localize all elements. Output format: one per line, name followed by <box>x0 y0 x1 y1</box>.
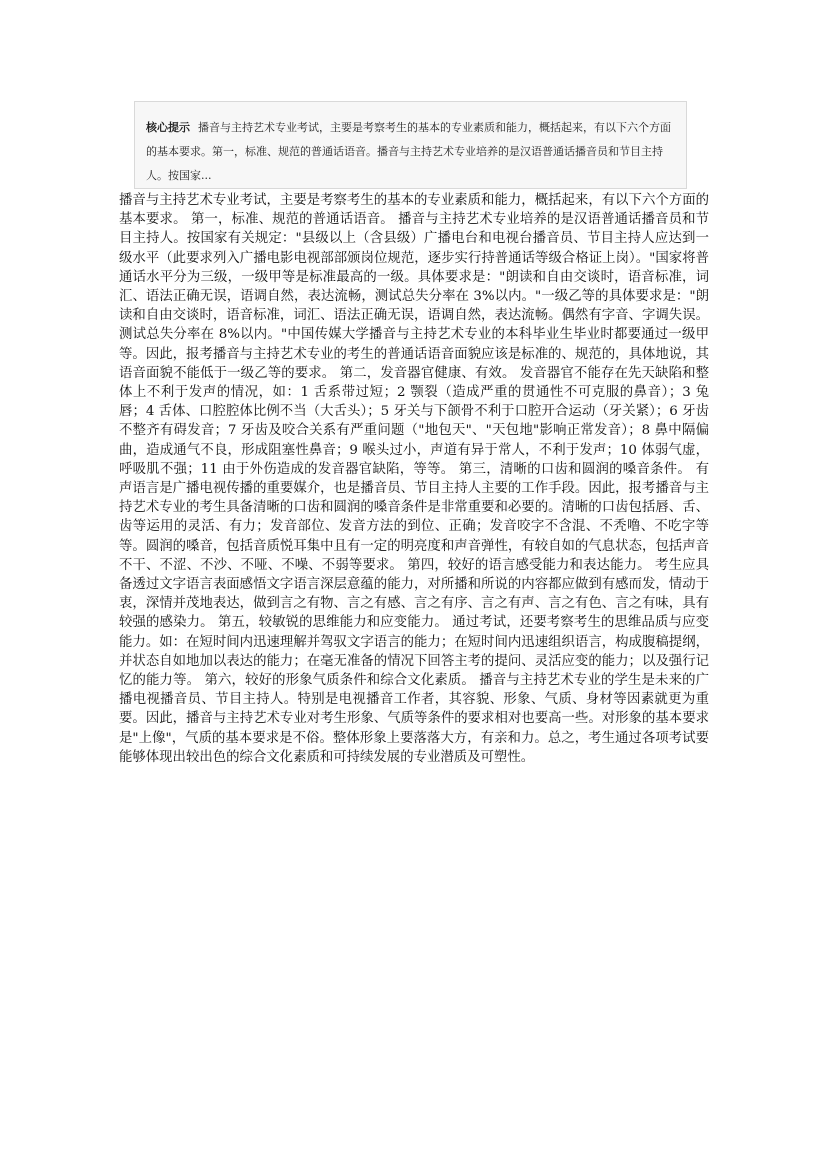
summary-label: 核心提示 <box>146 121 190 134</box>
summary-text: 播音与主持艺术专业考试，主要是考察考生的基本的专业素质和能力，概括起来，有以下六个方面的基本要求。第一，标准、规范的普通话语音。播音与主持艺术专业培养的是汉语普通话播音员和节目主持人。按国家... <box>146 121 671 182</box>
article-body: 播音与主持艺术专业考试，主要是考察考生的基本的专业素质和能力，概括起来，有以下六个方面的基本要求。 第一，标准、规范的普通话语音。 播音与主持艺术专业培养的是汉语普通话播音员和节目主持人。按国家有关规定："县级以上（含县级）广播电台和电视台播音员、节目主持人应达到一级水平（此要求列入广播电影电视部部颁岗位规范，逐步实行持普通话等级合格证上岗）。"国家将普通话水平分为三级，一级甲等是标准最高的一级。具体要求是："朗读和自由交谈时，语音标准，词汇、语法正确无误，语调自然，表达流畅，测试总失分率在 3%以内。"一级乙等的具体要求是："朗读和自由交谈时，语音标准，词汇、语法正确无误，语调自然，表达流畅。偶然有字音、字调失误。测试总失分率在 8%以内。"中国传媒大学播音与主持艺术专业的本科毕业生毕业时都要通过一级甲等。因此，报考播音与主持艺术专业的考生的普通话语音面貌应该是标准的、规范的，具体地说，其语音面貌不能低于一级乙等的要求。 第二，发音器官健康、有效。 发音器官不能存在先天缺陷和整体上不利于发声的情况，如：1 舌系带过短；2 颚裂（造成严重的贯通性不可克服的鼻音）；3 兔唇；4 舌体、口腔腔体比例不当（大舌头）；5 牙关与下颌骨不利于口腔开合运动（牙关紧）；6 牙齿不整齐有碍发音；7 牙齿及咬合关系有严重问题（"地包天"、"天包地"影响正常发音）；8 鼻中隔偏曲，造成通气不良，形成阻塞性鼻音；9 喉头过小，声道有异于常人，不利于发声；10 体弱气虚，呼吸肌不强；11 由于外伤造成的发音器官缺陷，等等。 第三，清晰的口齿和圆润的嗓音条件。 有声语言是广播电视传播的重要媒介，也是播音员、节目主持人主要的工作手段。因此，报考播音与主持艺术专业的考生具备清晰的口齿和圆润的嗓音条件是非常重要和必要的。清晰的口齿包括唇、舌、齿等运用的灵活、有力；发音部位、发音方法的到位、正确；发音咬字不含混、不秃噜、不吃字等等。圆润的嗓音，包括音质悦耳集中且有一定的明亮度和声音弹性，有较自如的气息状态，包括声音不干、不涩、不沙、不哑、不噪、不弱等要求。 第四，较好的语言感受能力和表达能力。 考生应具备透过文字语言表面感悟文字语言深层意蕴的能力，对所播和所说的内容都应做到有感而发，情动于衷，深情并茂地表达，做到言之有物、言之有感、言之有序、言之有声、言之有色、言之有味，具有较强的感染力。 第五，较敏锐的思维能力和应变能力。 通过考试，还要考察考生的思维品质与应变能力。如：在短时间内迅速理解并驾驭文字语言的能力；在短时间内迅速组织语言，构成腹稿提纲，并状态自如地加以表达的能力；在毫无准备的情况下回答主考的提问、灵活应变的能力；以及强行记忆的能力等。 第六，较好的形象气质条件和综合文化素质。 播音与主持艺术专业的学生是未来的广播电视播音员、节目主持人。特别是电视播音工作者，其容貌、形象、气质、身材等因素就更为重要。因此，播音与主持艺术专业对考生形象、气质等条件的要求相对也要高一些。对形象的基本要求是"上像"，气质的基本要求是不俗。整体形象上要落落大方，有亲和力。总之，考生通过各项考试要能够体现出较出色的综合文化素质和可持续发展的专业潜质及可塑性。 <box>119 193 709 765</box>
core-summary-box <box>134 101 687 189</box>
